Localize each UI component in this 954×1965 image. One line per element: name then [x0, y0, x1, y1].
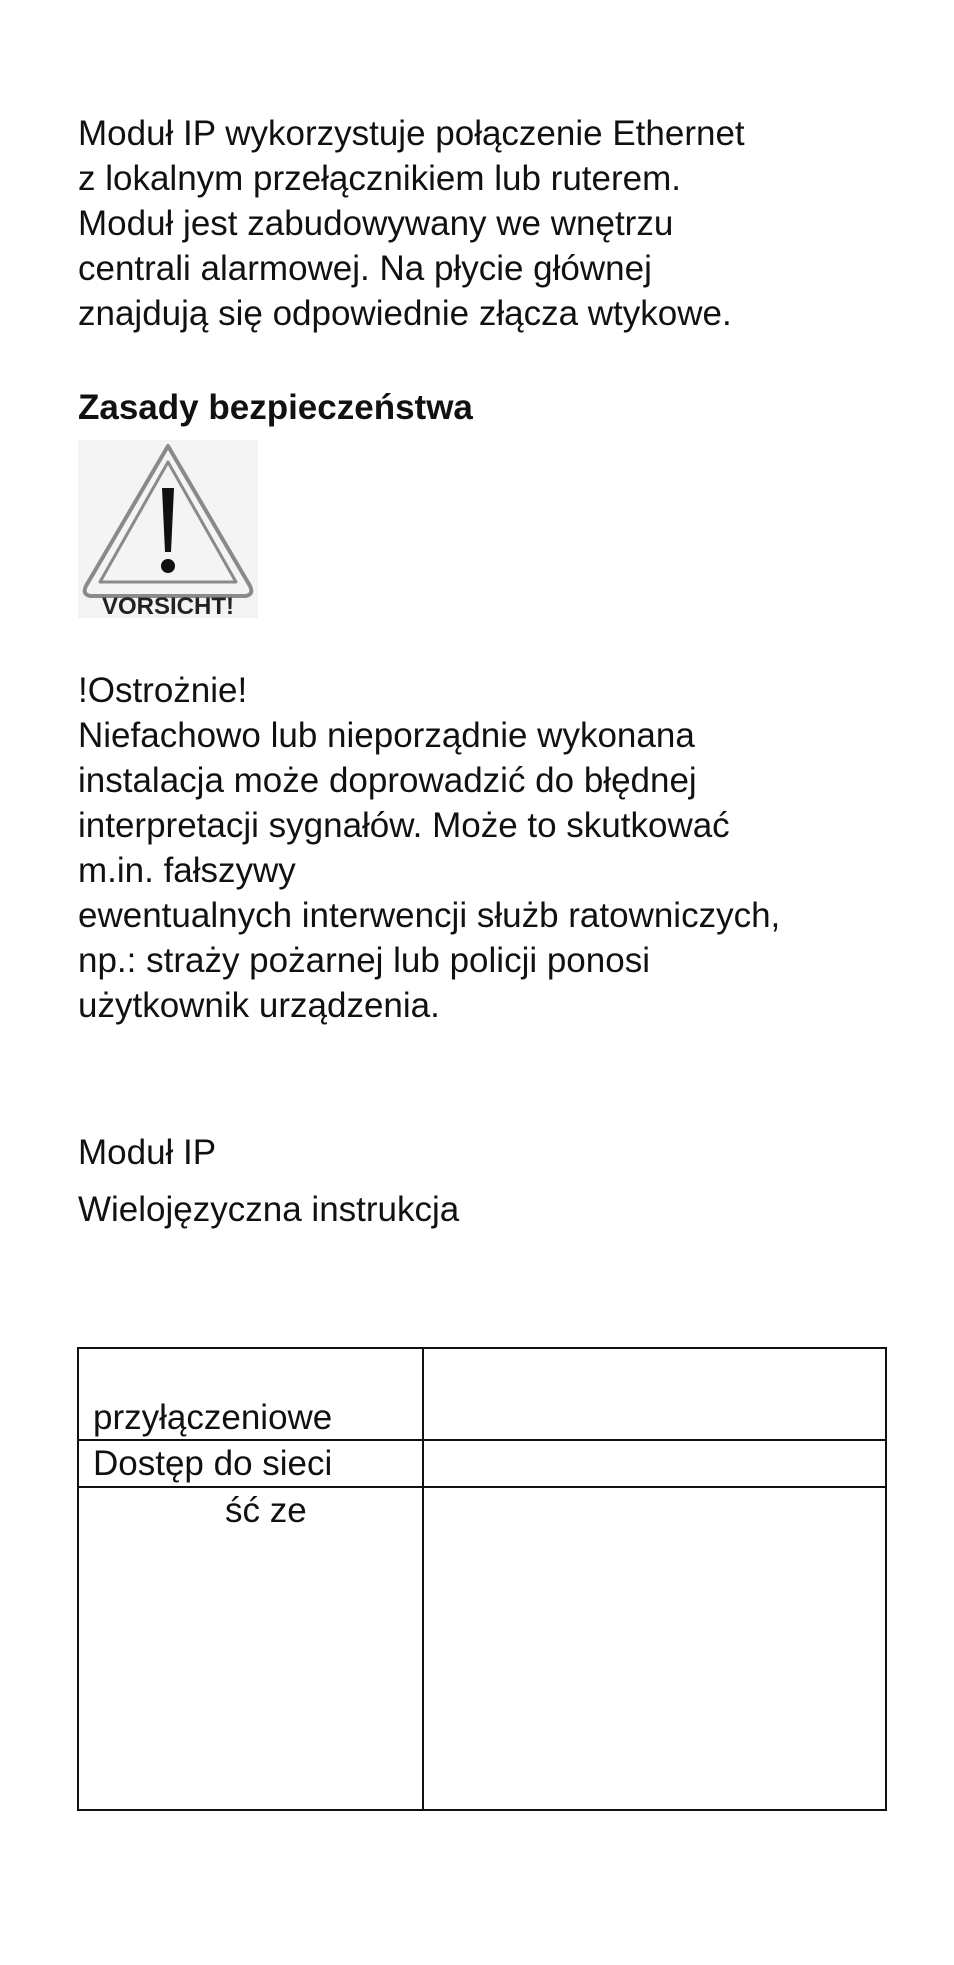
document-subtitle: Wielojęzyczna instrukcja [78, 1190, 460, 1229]
table-cell-label: przyłączeniowe [78, 1348, 423, 1440]
warning-sign-label: VORSICHT! [102, 593, 234, 618]
table-row [78, 1487, 886, 1810]
warning-paragraph [78, 668, 780, 1028]
warning-line: Niefachowo lub nieporządnie wykonana [78, 716, 695, 755]
warning-line: np.: straży pożarnej lub policji ponosi [78, 941, 650, 980]
warning-triangle-icon [78, 440, 258, 618]
table-cell-label: ść ze [78, 1487, 423, 1810]
product-name: Moduł IP [78, 1133, 217, 1172]
table-cell-value [423, 1440, 886, 1487]
table-cell-value [423, 1487, 886, 1810]
warning-line: m.in. fałszywy [78, 851, 296, 890]
warning-line: interpretacji sygnałów. Może to skutkować [78, 806, 730, 845]
specs-table [77, 1347, 887, 1811]
warning-line: ewentualnych interwencji służb ratowniczych, [78, 896, 781, 935]
warning-line: użytkownik urządzenia. [78, 986, 440, 1025]
intro-line: Moduł IP wykorzystuje połączenie Ethernet [78, 114, 745, 153]
table-row [78, 1440, 886, 1487]
intro-paragraph [78, 111, 745, 336]
warning-line: instalacja może doprowadzić do błędnej [78, 761, 697, 800]
table-cell-value [423, 1348, 886, 1440]
intro-line: Moduł jest zabudowywany we wnętrzu [78, 204, 674, 243]
safety-heading: Zasady bezpieczeństwa [78, 388, 473, 427]
table-row [78, 1348, 886, 1440]
intro-line: z lokalnym przełącznikiem lub ruterem. [78, 159, 681, 198]
table-cell-label: Dostęp do sieci [78, 1440, 423, 1487]
intro-line: centrali alarmowej. Na płycie głównej [78, 249, 652, 288]
warning-line: !Ostrożnie! [78, 671, 248, 710]
intro-line: znajdują się odpowiednie złącza wtykowe. [78, 294, 732, 333]
